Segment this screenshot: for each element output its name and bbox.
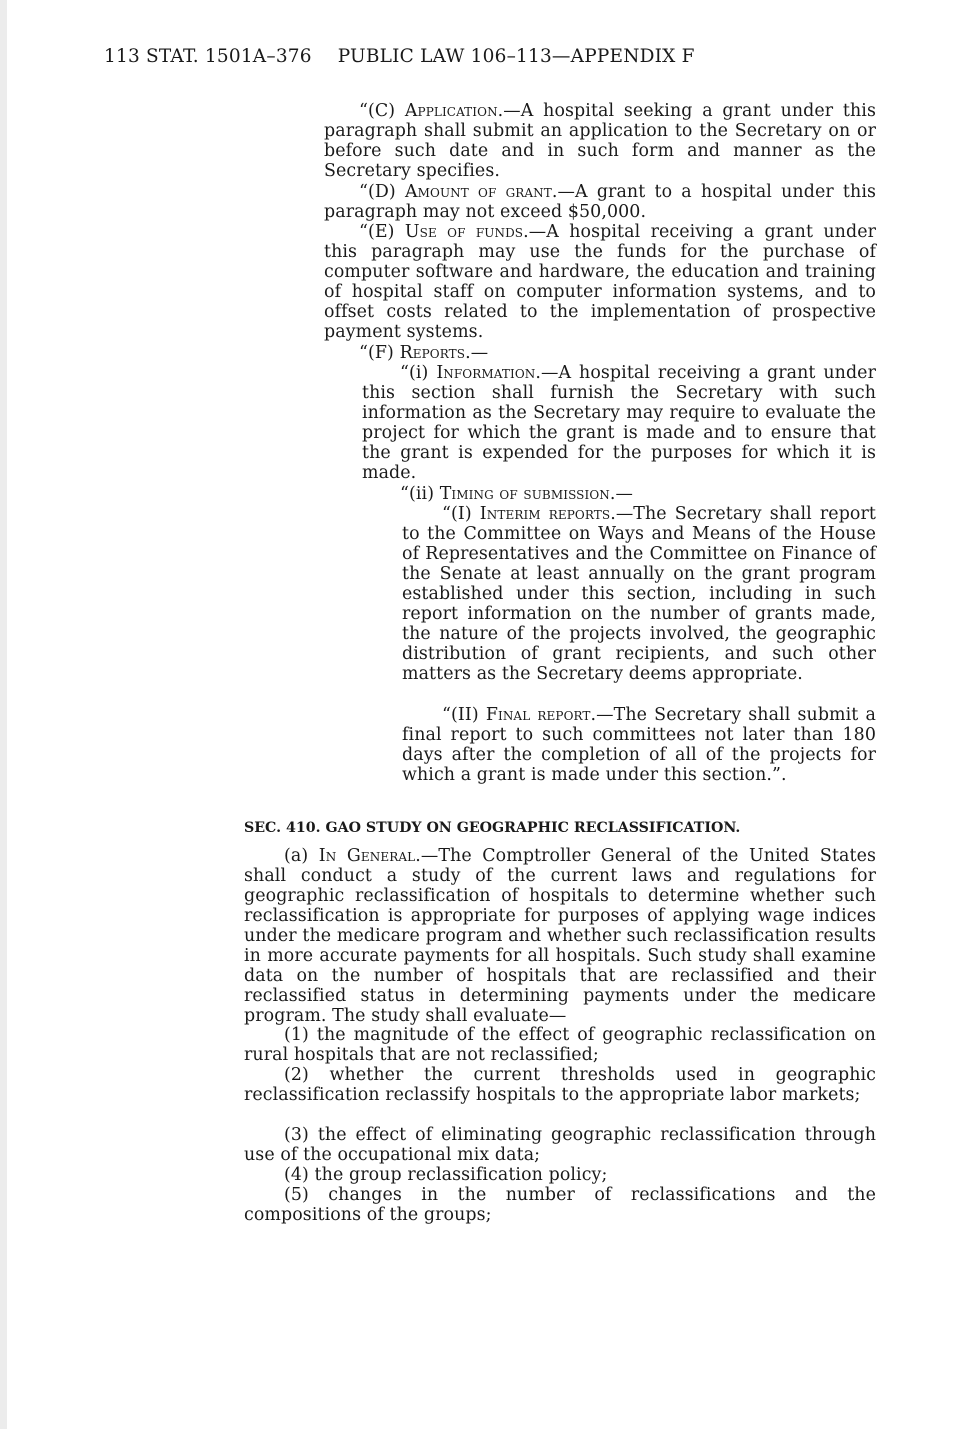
clause-heading: Timing of submission bbox=[439, 484, 610, 504]
subclause-i-interim-reports: “(I) Interim reports.—The Secretary shall report to the Committee on Ways and Means of the House of Representatives and the Committee on Finance of the Senate at least annually on the grant program established under this section, including in such report information on the number of grants made, the nature of the projects involved, the geographic distribution of grant recipients, and such other matters as the Secretary deems appropriate. bbox=[402, 504, 876, 685]
clause-i-information: “(i) Information.—A hospital receiving a grant under this section shall furnish the Secretary with such information as the Secretary may require to evaluate the project for which the grant is made and to ensure that the grant is expended for the purposes for which it is made. bbox=[362, 363, 876, 484]
section-410-heading: SEC. 410. GAO STUDY ON GEOGRAPHIC RECLASSIFICATION. bbox=[244, 820, 741, 836]
subclause-heading: Final report bbox=[485, 705, 591, 725]
subclause-ii-final-report: “(II) Final report.—The Secretary shall submit a final report to such committees not later than 180 days after the completion of all of the projects for which a grant is made under this section.”. bbox=[402, 705, 876, 786]
list-item: (3) the effect of eliminating geographic reclassification through use of the occupational mix data; bbox=[244, 1125, 876, 1166]
subclause-heading: Interim reports bbox=[479, 504, 611, 524]
paragraph-heading: Application bbox=[404, 101, 498, 121]
paragraph-heading: Use of funds bbox=[404, 222, 524, 242]
clause-heading: Information bbox=[436, 363, 536, 383]
paragraph-f-reports: “(F) Reports.— bbox=[359, 343, 489, 363]
statute-citation: 113 STAT. 1501A–376 bbox=[104, 46, 312, 67]
list-item: (2) whether the current thresholds used in geographic reclassification reclassify hospitals to the appropriate labor markets; bbox=[244, 1065, 876, 1106]
scan-edge bbox=[0, 0, 7, 1429]
paragraph-heading: Amount of grant bbox=[404, 182, 552, 202]
paragraph-heading: Reports bbox=[399, 343, 466, 363]
clause-ii-timing-of-submission: “(ii) Timing of submission.— bbox=[400, 484, 634, 504]
paragraph-e-use-of-funds: “(E) Use of funds.—A hospital receiving a grant under this paragraph may use the funds for the purchase of computer software and hardware, the education and training of hospital staff on computer information systems, and to offset costs related to the implementation of prospective payment systems. bbox=[324, 222, 876, 343]
list-item: (5) changes in the number of reclassifications and the compositions of the groups; bbox=[244, 1185, 876, 1226]
page-header bbox=[104, 46, 695, 67]
paragraph-c-application: “(C) Application.—A hospital seeking a grant under this paragraph shall submit an application to the Secretary on or before such date and in such form and manner as the Secretary specifies. bbox=[324, 101, 876, 182]
paragraph-d-amount-of-grant: “(D) Amount of grant.—A grant to a hospital under this paragraph may not exceed $50,000. bbox=[324, 182, 876, 223]
list-item: (1) the magnitude of the effect of geographic reclassification on rural hospitals that are not reclassified; bbox=[244, 1025, 876, 1066]
subsection-a-in-general: (a) In General.—The Comptroller General of the United States shall conduct a study of the current laws and regulations for geographic reclassification of hospitals to determine whether such reclassification is appropriate for purposes of applying wage indices under the medicare program and whether such reclassification results in more accurate payments for all hospitals. Such study shall examine data on the number of hospitals that are reclassified and their reclassified status in determining payments under the medicare program. The study shall evaluate— bbox=[244, 846, 877, 1027]
public-law-title: PUBLIC LAW 106–113—APPENDIX F bbox=[337, 46, 695, 67]
list-item: (4) the group reclassification policy; bbox=[284, 1165, 608, 1185]
subsection-heading: In General bbox=[318, 846, 416, 866]
